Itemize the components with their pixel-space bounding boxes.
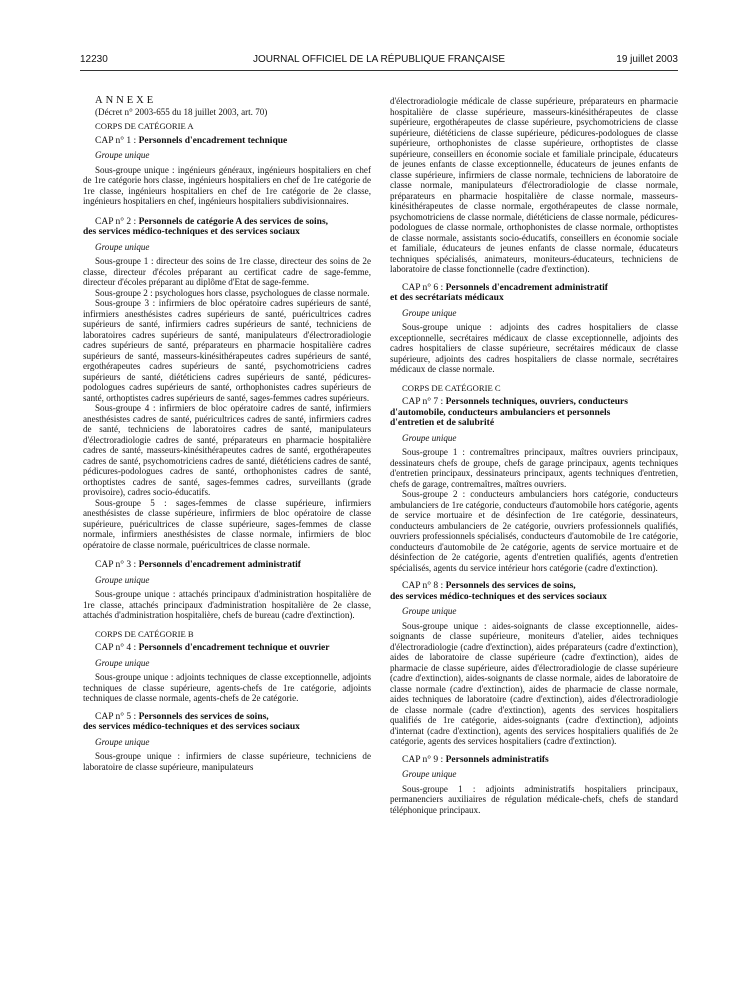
cap4-title: Personnels d'encadrement technique et ouvrier: [138, 643, 330, 653]
cap2-sous-groupe-3: Sous-groupe 3 : infirmiers de bloc opératoire cadres supérieurs de santé, infirmiers anesthésistes cadres supérieurs de santé, puéricultrices cadres supérieurs de santé, infirmiers cadres supérieurs de santé, techniciens de laboratoires cadres supérieurs de santé, manipulateurs d'électroradiologie cadres supérieurs de santé, préparateurs en pharmacie hospitalière cadres supérieurs de santé, masseurs-kinésithérapeutes cadres supérieurs de santé, ergothérapeutes cadres supérieurs de santé, psychomotriciens cadres supérieurs de santé, diététiciens cadres supérieurs de santé, pédicures-podologues cadres supérieurs de santé, orthophonistes cadres supérieurs de santé, orthoptistes cadres supérieurs de santé, sages-femmes cadres supérieurs.: [83, 298, 371, 403]
cap5-text-continued: d'électroradiologie médicale de classe supérieure, préparateurs en pharmacie hospitalière de classe supérieure, masseurs-kinésithérapeutes de classe supérieure, ergothérapeutes de classe supérieure, psychomotriciens de classe supérieure, diététiciens de classe supérieure, pédicures-podologues de classe supérieure, orthophonistes de classe supérieure, orthoptistes de classe supérieure, conseillers en économie sociale et familiale principale, éducateurs de jeunes enfants de classe exceptionnelle, éducateurs de jeunes enfants de classe supérieure, infirmiers de classe normale, techniciens de laboratoire de classe normale, manipulateurs d'électroradiologie de classe normale, préparateurs en pharmacie hospitalière de classe normale, masseurs-kinésithérapeutes de classe normale, ergothérapeutes de classe normale, psychomotriciens de classe normale, diététiciens de classe normale, pédicures-podologues de classe normale, orthophonistes de classe normale, orthoptistes de classe normale, assistants socio-éducatifs, conseillers en économie sociale et familiale, éducateurs de jeunes enfants de classe normale, éducateurs techniques spécialisés, animateurs, moniteurs-éducateurs, techniciens de laboratoire de classe fonctionnelle (cadre d'extinction).: [390, 96, 678, 274]
cap7-sous-groupe-1: Sous-groupe 1 : contremaîtres principaux, maîtres ouvriers principaux, dessinateurs chefs de groupe, chefs de garage principaux, agents techniques d'entretien principaux, dessinateurs principaux, agents techniques d'entretien, chefs de garage, contremaîtres, maîtres ouvriers.: [390, 447, 678, 489]
page-number: 12230: [80, 54, 108, 65]
groupe-unique-1: Groupe unique: [95, 150, 150, 160]
cap4-heading: [83, 643, 371, 654]
cap2-title-line2: des services médico-techniques et des services sociaux: [83, 227, 300, 237]
cap6-heading: [390, 283, 678, 304]
decret-reference: (Décret n° 2003-655 du 18 juillet 2003, art. 70): [95, 106, 268, 117]
groupe-unique-5: Groupe unique: [95, 736, 150, 747]
cap5-label: CAP n° 5 :: [95, 711, 137, 722]
groupe-unique-4: Groupe unique: [95, 657, 150, 668]
cap6-title-line2: et des secrétariats médicaux: [390, 293, 504, 303]
cap8-title-line1: Personnels des services de soins,: [445, 581, 576, 591]
cap7-title-line2: d'automobile, conducteurs ambulanciers et personnels: [390, 407, 611, 418]
cap2-sous-groupe-4: Sous-groupe 4 : infirmiers de bloc opératoire cadres de santé, infirmiers anesthésistes cadres de santé, puéricultrices cadres de santé, infirmiers cadres de santé, techniciens de laboratoires cadres de santé, manipulateurs d'électroradiologie cadres de santé, préparateurs en pharmacie hospitalière cadres de santé, masseurs-kinésithérapeutes cadres de santé, ergothérapeutes cadres de santé, psychomotriciens cadres de santé, diététiciens cadres de santé, pédicures-podologues cadres de santé, orthophonistes cadres de santé, orthoptistes cadres de santé, sages-femmes cadres, surveillants (grade provisoire), cadres socio-éducatifs.: [83, 403, 371, 497]
cap4-text: Sous-groupe unique : adjoints techniques de classe exceptionnelle, adjoints techniques de classe supérieure, agents-chefs de 1re catégorie, adjoints techniques de classe normale, agents-chefs de 2e catégorie.: [83, 672, 371, 703]
cap2-sous-groupe-1: Sous-groupe 1 : directeur des soins de 1re classe, directeur des soins de 2e classe, directeur d'écoles préparant au certificat cadre de sage-femme, directeur d'écoles préparant au diplôme d'Etat de sage-femme.: [83, 256, 371, 287]
groupe-unique-8: Groupe unique: [402, 606, 457, 616]
groupe-unique-6: Groupe unique: [402, 307, 457, 318]
cap6-label: CAP n° 6 :: [402, 282, 444, 293]
cap8-text: Sous-groupe unique : aides-soignants de classe exceptionnelle, aides-soignants de classe supérieure, moniteurs d'atelier, aides techniques d'électroradiologie (cadre d'extinction), aides préparateurs (cadre d'extinction), aides de laboratoire de classe supérieure (cadre d'extinction), aides de pharmacie de classe supérieure, aides d'électroradiologie de classe supérieure (cadre d'extinction), aides-soignants de classe normale, aides de laboratoire de classe normale (cadre d'extinction), aides de pharmacie de classe normale, aides techniques de laboratoire (cadre d'extinction), aides d'électroradiologie de classe normale (cadre d'extinction), agents des services hospitaliers qualifiés de 1re catégorie, aides-soignants (cadre d'extinction), adjoints d'internat (cadre d'extinction), agents des services hospitaliers qualifiés de 2e catégorie, agents des services hospitaliers (cadre d'extinction).: [390, 620, 678, 746]
cap6-text: Sous-groupe unique : adjoints des cadres hospitaliers de classe exceptionnelle, secrétaires médicaux de classe exceptionnelle, adjoints des cadres hospitaliers de classe supérieure, secrétaires médicaux de classe supérieure, adjoints des cadres hospitaliers de classe normale, secrétaires médicaux de classe normale.: [390, 322, 678, 374]
cap5-text: Sous-groupe unique : infirmiers de classe supérieure, techniciens de laboratoire de classe supérieure, manipulateurs: [83, 751, 371, 772]
groupe-unique-9: Groupe unique: [402, 769, 457, 779]
cap8-label: CAP n° 8 :: [402, 581, 444, 591]
cap3-title: Personnels d'encadrement administratif: [138, 560, 301, 570]
cap7-heading: [390, 397, 678, 429]
cap1-heading: [83, 136, 371, 147]
right-column: [390, 96, 678, 815]
cap9-heading: [390, 755, 678, 766]
cap5-title-line2: des services médico-techniques et des services sociaux: [83, 722, 300, 732]
groupe-unique-7: Groupe unique: [402, 432, 457, 443]
annexe-title: ANNEXE: [95, 95, 157, 106]
cap2-heading: [83, 217, 371, 238]
corps-c-heading: CORPS DE CATÉGORIE C: [402, 382, 501, 393]
groupe-unique-3: Groupe unique: [95, 574, 150, 585]
groupe-unique-2: Groupe unique: [95, 241, 150, 252]
corps-a-heading: CORPS DE CATÉGORIE A: [95, 121, 194, 131]
cap2-sous-groupe-5: Sous-groupe 5 : sages-femmes de classe supérieure, infirmiers anesthésistes de classe supérieure, infirmiers de bloc opératoire de classe supérieure, puéricultrices de classe supérieure, sages-femmes de classe normale, infirmiers anesthésistes de classe normale, infirmiers de bloc opératoire de classe normale, puéricultrices de classe normale.: [83, 497, 371, 550]
cap2-title-line1: Personnels de catégorie A des services de soins,: [138, 216, 329, 227]
cap8-heading: [390, 581, 678, 602]
cap9-title: Personnels administratifs: [445, 754, 549, 765]
cap6-title-line1: Personnels d'encadrement administratif: [445, 282, 608, 293]
page-header: [80, 52, 678, 68]
cap5-heading: [83, 712, 371, 733]
cap8-title-line2: des services médico-techniques et des services sociaux: [390, 591, 607, 602]
left-column: [83, 96, 371, 772]
cap7-title-line1: Personnels techniques, ouvriers, conducteurs: [445, 397, 628, 407]
cap3-label: CAP n° 3 :: [95, 560, 137, 570]
cap4-label: CAP n° 4 :: [95, 643, 137, 653]
cap2-label: CAP n° 2 :: [95, 216, 137, 227]
cap3-heading: [83, 560, 371, 571]
corps-b-heading: CORPS DE CATÉGORIE B: [95, 628, 194, 639]
cap7-title-line3: d'entretien et de salubrité: [390, 418, 495, 428]
cap3-text: Sous-groupe unique : attachés principaux d'administration hospitalière de 1re classe, attachés principaux d'administration hospitalière de 2e classe, attachés d'administration hospitalière, chefs de bureau (cadre d'extinction).: [83, 589, 371, 620]
cap7-sous-groupe-2: Sous-groupe 2 : conducteurs ambulanciers hors catégorie, conducteurs ambulanciers de 1re catégorie, conducteurs d'automobile hors catégorie, agents de service mortuaire et de désinfection de 1re catégorie, dessinateurs, conducteurs ambulanciers de 2e catégorie, ouvriers professionnels qualifiés, ouvriers professionnels spécialisés, conducteurs d'automobile de 1re catégorie, conducteurs d'automobile de 2e catégorie, agents de service mortuaire et de désinfection de 2e catégorie, agents d'entretien qualifiés, agents d'entretien spécialisés, agents du service intérieur hors catégorie (cadre d'extinction).: [390, 489, 678, 573]
cap9-label: CAP n° 9 :: [402, 754, 444, 765]
cap5-title-line1: Personnels des services de soins,: [138, 711, 269, 722]
cap1-title: Personnels d'encadrement technique: [138, 135, 288, 146]
cap1-label: CAP n° 1 :: [95, 135, 137, 146]
cap9-text: Sous-groupe 1 : adjoints administratifs hospitaliers principaux, permanenciers auxiliaires de régulation médicale-chefs, chefs de standard téléphonique principaux.: [390, 783, 678, 815]
cap2-sous-groupe-2: Sous-groupe 2 : psychologues hors classe, psychologues de classe normale.: [95, 287, 370, 298]
cap7-label: CAP n° 7 :: [402, 397, 444, 407]
publication-date: 19 juillet 2003: [616, 54, 678, 65]
journal-title: JOURNAL OFFICIEL DE LA RÉPUBLIQUE FRANÇAISE: [252, 54, 506, 65]
cap1-text: Sous-groupe unique : ingénieurs généraux, ingénieurs hospitaliers en chef de 1re catégorie hors classe, ingénieurs hospitaliers en chef de 1re catégorie de 1re classe, ingénieurs hospitaliers en chef de 1re catégorie de 2e classe, ingénieurs hospitaliers en chef, ingénieurs hospitaliers subdivisionnaires.: [83, 164, 371, 206]
header-rule: [80, 70, 678, 71]
